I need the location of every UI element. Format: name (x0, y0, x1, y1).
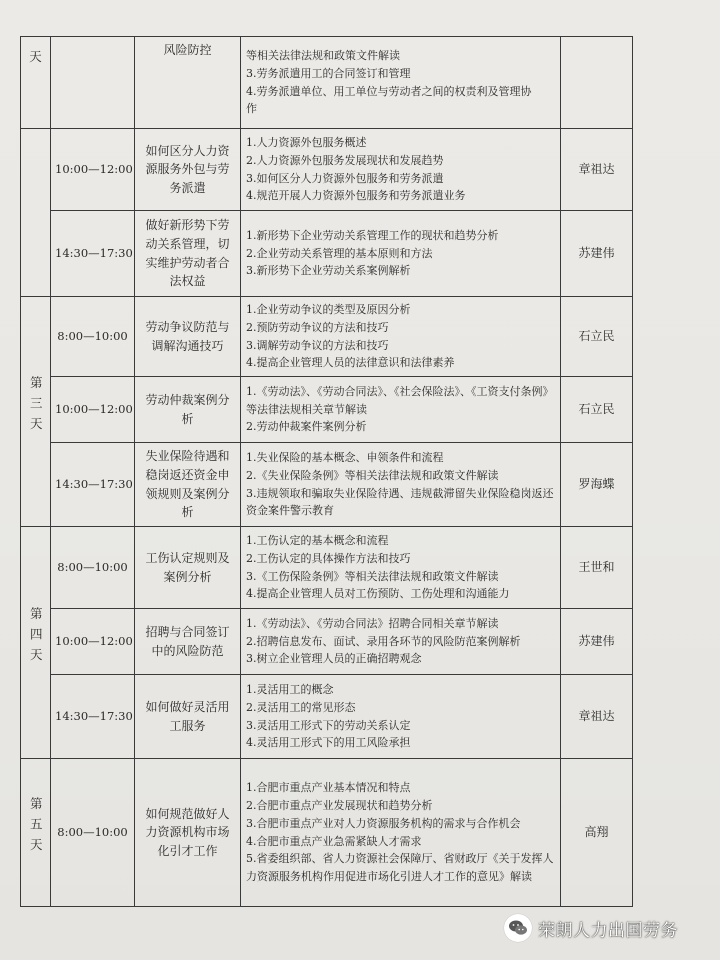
course-content (241, 609, 561, 675)
table-row (21, 759, 633, 907)
content-line: 4.合肥市重点产业急需紧缺人才需求 (246, 834, 422, 848)
content-line: 4.劳务派遣单位、用工单位与劳动者之间的权责利及管理协 (246, 84, 532, 98)
teacher-name: 高翔 (561, 759, 633, 907)
content-line: 5.省委组织部、省人力资源社会保障厅、省财政厅《关于发挥人力资源服务机构作用促进市场化引进人才工作的意见》解读 (246, 852, 554, 884)
course-content (241, 211, 561, 297)
day-label (21, 129, 51, 297)
day-label-text: 第五天 (28, 797, 44, 859)
content-line: 3.调解劳动争议的方法和技巧 (246, 338, 389, 352)
time-slot: 10:00—12:00 (51, 609, 135, 675)
content-line: 1.合肥市重点产业基本情况和特点 (246, 781, 411, 795)
content-line: 2.预防劳动争议的方法和技巧 (246, 320, 389, 334)
content-line: 1.企业劳动争议的类型及原因分析 (246, 302, 411, 316)
content-line: 1.《劳动法》、《劳动合同法》、《社会保险法》、《工资支付条例》等法律法规相关章节解读 (246, 384, 554, 416)
wechat-account-watermark (504, 914, 678, 942)
day-label-text: 第三天 (28, 376, 44, 438)
day-label (21, 527, 51, 759)
teacher-name: 石立民 (561, 377, 633, 443)
content-line: 4.规范开展人力资源外包服务和劳务派遣业务 (246, 189, 466, 203)
content-line: 3.《工伤保险条例》等相关法律法规和政策文件解读 (246, 569, 499, 583)
content-line: 等相关法律法规和政策文件解读 (246, 48, 400, 62)
time-slot: 14:30—17:30 (51, 675, 135, 759)
teacher-name: 苏建伟 (561, 211, 633, 297)
time-slot: 10:00—12:00 (51, 377, 135, 443)
course-topic: 工伤认定规则及案例分析 (135, 527, 241, 609)
content-line: 3.合肥市重点产业对人力资源服务机构的需求与合作机会 (246, 816, 521, 830)
watermark-text: 荣朗人力出国劳务 (538, 920, 678, 941)
course-content (241, 37, 561, 129)
content-line: 2.劳动仲裁案件案例分析 (246, 420, 367, 434)
time-slot: 10:00—12:00 (51, 129, 135, 211)
teacher-name (561, 37, 633, 129)
table-row (21, 37, 633, 129)
table-row (21, 675, 633, 759)
course-topic: 失业保险待遇和稳岗返还资金申领规则及案例分析 (135, 443, 241, 527)
content-line: 2.企业劳动关系管理的基本原则和方法 (246, 246, 433, 260)
table-row (21, 297, 633, 377)
content-line: 3.树立企业管理人员的正确招聘观念 (246, 652, 422, 666)
content-line: 2.招聘信息发布、面试、录用各环节的风险防范案例解析 (246, 634, 521, 648)
table-row (21, 609, 633, 675)
course-content (241, 759, 561, 907)
content-line: 3.如何区分人力资源外包服务和劳务派遣 (246, 171, 444, 185)
training-schedule-table (20, 36, 633, 907)
course-topic: 如何规范做好人力资源机构市场化引才工作 (135, 759, 241, 907)
content-line: 2.合肥市重点产业发展现状和趋势分析 (246, 798, 433, 812)
content-line: 2.人力资源外包服务发展现状和发展趋势 (246, 153, 444, 167)
time-slot: 14:30—17:30 (51, 443, 135, 527)
teacher-name: 章祖达 (561, 675, 633, 759)
content-line: 3.新形势下企业劳动关系案例解析 (246, 264, 411, 278)
content-line: 3.违规领取和骗取失业保险待遇、违规截滞留失业保险稳岗返还资金案件警示教育 (246, 486, 554, 518)
day-label: 天 (21, 37, 51, 129)
content-line: 4.提高企业管理人员的法律意识和法律素养 (246, 356, 455, 370)
content-line: 作 (246, 102, 257, 116)
day-label (21, 759, 51, 907)
course-content (241, 297, 561, 377)
content-line: 1.《劳动法》、《劳动合同法》招聘合同相关章节解读 (246, 616, 499, 630)
time-slot: 8:00—10:00 (51, 759, 135, 907)
content-line: 1.失业保险的基本概念、申领条件和流程 (246, 450, 444, 464)
content-line: 2.工伤认定的具体操作方法和技巧 (246, 551, 411, 565)
course-content (241, 443, 561, 527)
content-line: 1.人力资源外包服务概述 (246, 135, 367, 149)
day-label (21, 297, 51, 527)
course-topic: 劳动仲裁案例分析 (135, 377, 241, 443)
content-line: 2.灵活用工的常见形态 (246, 700, 356, 714)
time-slot: 14:30—17:30 (51, 211, 135, 297)
course-topic: 风险防控 (135, 37, 241, 129)
table-row (21, 211, 633, 297)
content-line: 1.工伤认定的基本概念和流程 (246, 533, 389, 547)
teacher-name: 石立民 (561, 297, 633, 377)
table-row (21, 527, 633, 609)
content-line: 3.灵活用工形式下的劳动关系认定 (246, 718, 411, 732)
course-content (241, 377, 561, 443)
teacher-name: 罗海蝶 (561, 443, 633, 527)
course-content (241, 527, 561, 609)
time-slot: 8:00—10:00 (51, 297, 135, 377)
teacher-name: 苏建伟 (561, 609, 633, 675)
content-line: 4.提高企业管理人员对工伤预防、工伤处理和沟通能力 (246, 587, 510, 601)
content-line: 1.新形势下企业劳动关系管理工作的现状和趋势分析 (246, 228, 499, 242)
course-content (241, 129, 561, 211)
course-topic: 做好新形势下劳动关系管理，切实维护劳动者合法权益 (135, 211, 241, 297)
course-topic: 招聘与合同签订中的风险防范 (135, 609, 241, 675)
course-topic: 劳动争议防范与调解沟通技巧 (135, 297, 241, 377)
time-slot: 8:00—10:00 (51, 527, 135, 609)
day-label-text: 第四天 (28, 607, 44, 669)
teacher-name: 章祖达 (561, 129, 633, 211)
content-line: 3.劳务派遣用工的合同签订和管理 (246, 66, 411, 80)
content-line: 1.灵活用工的概念 (246, 682, 334, 696)
course-topic: 如何区分人力资源服务外包与劳务派遣 (135, 129, 241, 211)
table-row (21, 377, 633, 443)
wechat-icon (504, 914, 532, 942)
teacher-name: 王世和 (561, 527, 633, 609)
content-line: 4.灵活用工形式下的用工风险承担 (246, 736, 411, 750)
course-content (241, 675, 561, 759)
table-row (21, 443, 633, 527)
table-row (21, 129, 633, 211)
content-line: 2.《失业保险条例》等相关法律法规和政策文件解读 (246, 468, 499, 482)
course-topic: 如何做好灵活用工服务 (135, 675, 241, 759)
time-slot (51, 37, 135, 129)
